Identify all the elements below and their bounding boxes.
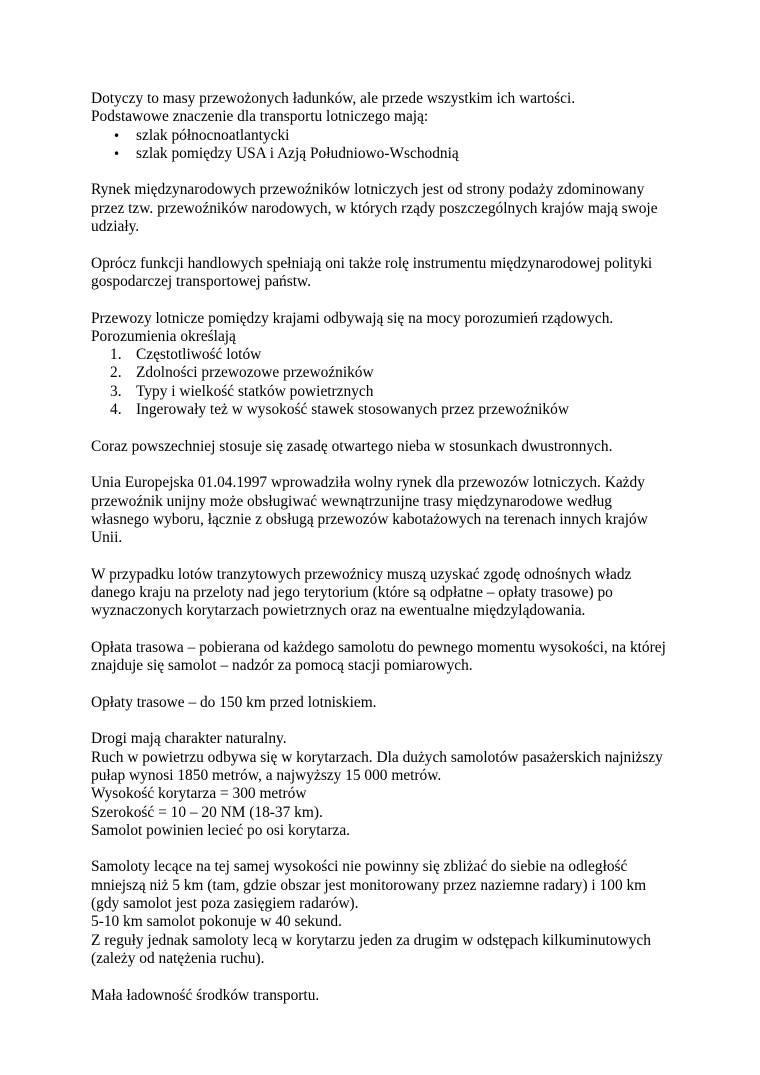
numbered-list-agreements <box>91 346 700 419</box>
bullet-icon: • <box>113 128 121 143</box>
text-line: (zależy od natężenia ruchu). <box>91 949 265 967</box>
list-number: 1. <box>110 346 122 364</box>
paragraph-policy <box>91 255 700 292</box>
list-item <box>91 383 700 401</box>
text-line: pułap wynosi 1850 metrów, a najwyższy 15 000 metrów. <box>91 766 442 784</box>
text-line: mniejszą niż 5 km (tam, gdzie obszar jest monitorowany przez naziemne radary) i 100 km <box>91 876 647 894</box>
list-number: 2. <box>110 364 122 382</box>
text-line: Drogi mają charakter naturalny. <box>91 730 287 748</box>
list-item <box>91 346 700 364</box>
paragraph-eu <box>91 474 700 547</box>
paragraph-open-sky <box>91 438 700 456</box>
text-line: przez tzw. przewoźników narodowych, w których rządy poszczególnych krajów mają swoje <box>91 199 658 217</box>
text-line: W przypadku lotów tranzytowych przewoźnicy muszą uzyskać zgodę odnośnych władz <box>91 565 632 583</box>
list-item-text: Typy i wielkość statków powietrznych <box>136 382 374 400</box>
text-line: własnego wyboru, łącznie z obsługą przewozów kabotażowych na terenach innych krajów <box>91 510 648 528</box>
paragraph-transit <box>91 566 700 621</box>
list-item-text: szlak północnoatlantycki <box>136 126 290 144</box>
paragraph-separation <box>91 858 700 968</box>
text-line: przewoźnik unijny może obsługiwać wewnątrzunijne trasy międzynarodowe według <box>91 492 612 510</box>
text-line: znajduje się samolot – nadzór za pomocą stacji pomiarowych. <box>91 657 473 675</box>
text-line: danego kraju na przeloty nad jego terytorium (które są odpłatne – opłaty trasowe) po <box>91 584 613 602</box>
text-line: Coraz powszechniej stosuje się zasadę otwartego nieba w stosunkach dwustronnych. <box>91 437 613 455</box>
text-line: Szerokość = 10 – 20 NM (18-37 km). <box>91 803 323 821</box>
list-item <box>91 145 700 163</box>
text-line: Mała ładowność środków transportu. <box>91 986 320 1004</box>
paragraph-spacer <box>91 968 700 986</box>
text-line: Unii. <box>91 529 123 547</box>
list-item-text: Ingerowały też w wysokość stawek stosowanych przez przewoźników <box>136 401 569 419</box>
text-line: Oprócz funkcji handlowych spełniają oni także rolę instrumentu międzynarodowej polityki <box>91 254 653 272</box>
text-line: Ruch w powietrzu odbywa się w korytarzach. Dla dużych samolotów pasażerskich najniższy <box>91 748 663 766</box>
paragraph-spacer <box>91 456 700 474</box>
list-item-text: Częstotliwość lotów <box>136 346 262 364</box>
list-item <box>91 401 700 419</box>
text-line: Wysokość korytarza = 300 metrów <box>91 785 307 803</box>
paragraph-spacer <box>91 676 700 694</box>
text-line: 5-10 km samolot pokonuje w 40 sekund. <box>91 913 342 931</box>
text-line: Opłata trasowa – pobierana od każdego samolotu do pewnego momentu wysokości, na której <box>91 638 666 656</box>
text-line: wyznaczonych korytarzach powietrznych oraz na ewentualne międzylądowania. <box>91 602 586 620</box>
text-line: Porozumienia określają <box>91 327 236 345</box>
list-item <box>91 127 700 145</box>
paragraph-route-fee <box>91 639 700 676</box>
list-number: 3. <box>110 382 122 400</box>
text-line: udziały. <box>91 218 140 236</box>
text-line: Unia Europejska 01.04.1997 wprowadziła wolny rynek dla przewozów lotniczych. Każdy <box>91 474 645 492</box>
text-line: Przewozy lotnicze pomiędzy krajami odbywają się na mocy porozumień rządowych. <box>91 309 614 327</box>
paragraph-corridors <box>91 730 700 840</box>
bullet-list-routes <box>91 127 700 164</box>
bullet-icon: • <box>113 146 121 161</box>
paragraph-market <box>91 181 700 236</box>
paragraph-spacer <box>91 547 700 565</box>
list-item-text: Zdolności przewozowe przewoźników <box>136 364 374 382</box>
paragraph-spacer <box>91 712 700 730</box>
paragraph-spacer <box>91 621 700 639</box>
text-line: Samolot powinien lecieć po osi korytarza. <box>91 821 351 839</box>
text-line: Opłaty trasowe – do 150 km przed lotniskiem. <box>91 693 377 711</box>
text-line: Z reguły jednak samoloty lecą w korytarzu jeden za drugim w odstępach kilkuminutowych <box>91 931 651 949</box>
paragraph-spacer <box>91 163 700 181</box>
paragraph-spacer <box>91 291 700 309</box>
paragraph-intro <box>91 90 700 127</box>
text-line: Samoloty lecące na tej samej wysokości nie powinny się zbliżać do siebie na odległość <box>91 858 628 876</box>
text-line: Podstawowe znaczenie dla transportu lotniczego mają: <box>91 108 429 126</box>
list-item-text: szlak pomiędzy USA i Azją Południowo-Wschodnią <box>136 144 459 162</box>
paragraph-spacer <box>91 840 700 858</box>
list-number: 4. <box>110 401 122 419</box>
paragraph-spacer <box>91 236 700 254</box>
text-line: Dotyczy to masy przewożonych ładunków, ale przede wszystkim ich wartości. <box>91 90 576 107</box>
paragraph-agreements <box>91 310 700 347</box>
list-item <box>91 364 700 382</box>
text-line: Rynek międzynarodowych przewoźników lotniczych jest od strony podaży zdominowany <box>91 181 645 199</box>
paragraph-spacer <box>91 419 700 437</box>
paragraph-capacity <box>91 987 700 1005</box>
text-line: gospodarczej transportowej państw. <box>91 272 311 290</box>
text-line: (gdy samolot jest poza zasięgiem radarów). <box>91 895 359 913</box>
paragraph-route-fees-distance <box>91 694 700 712</box>
